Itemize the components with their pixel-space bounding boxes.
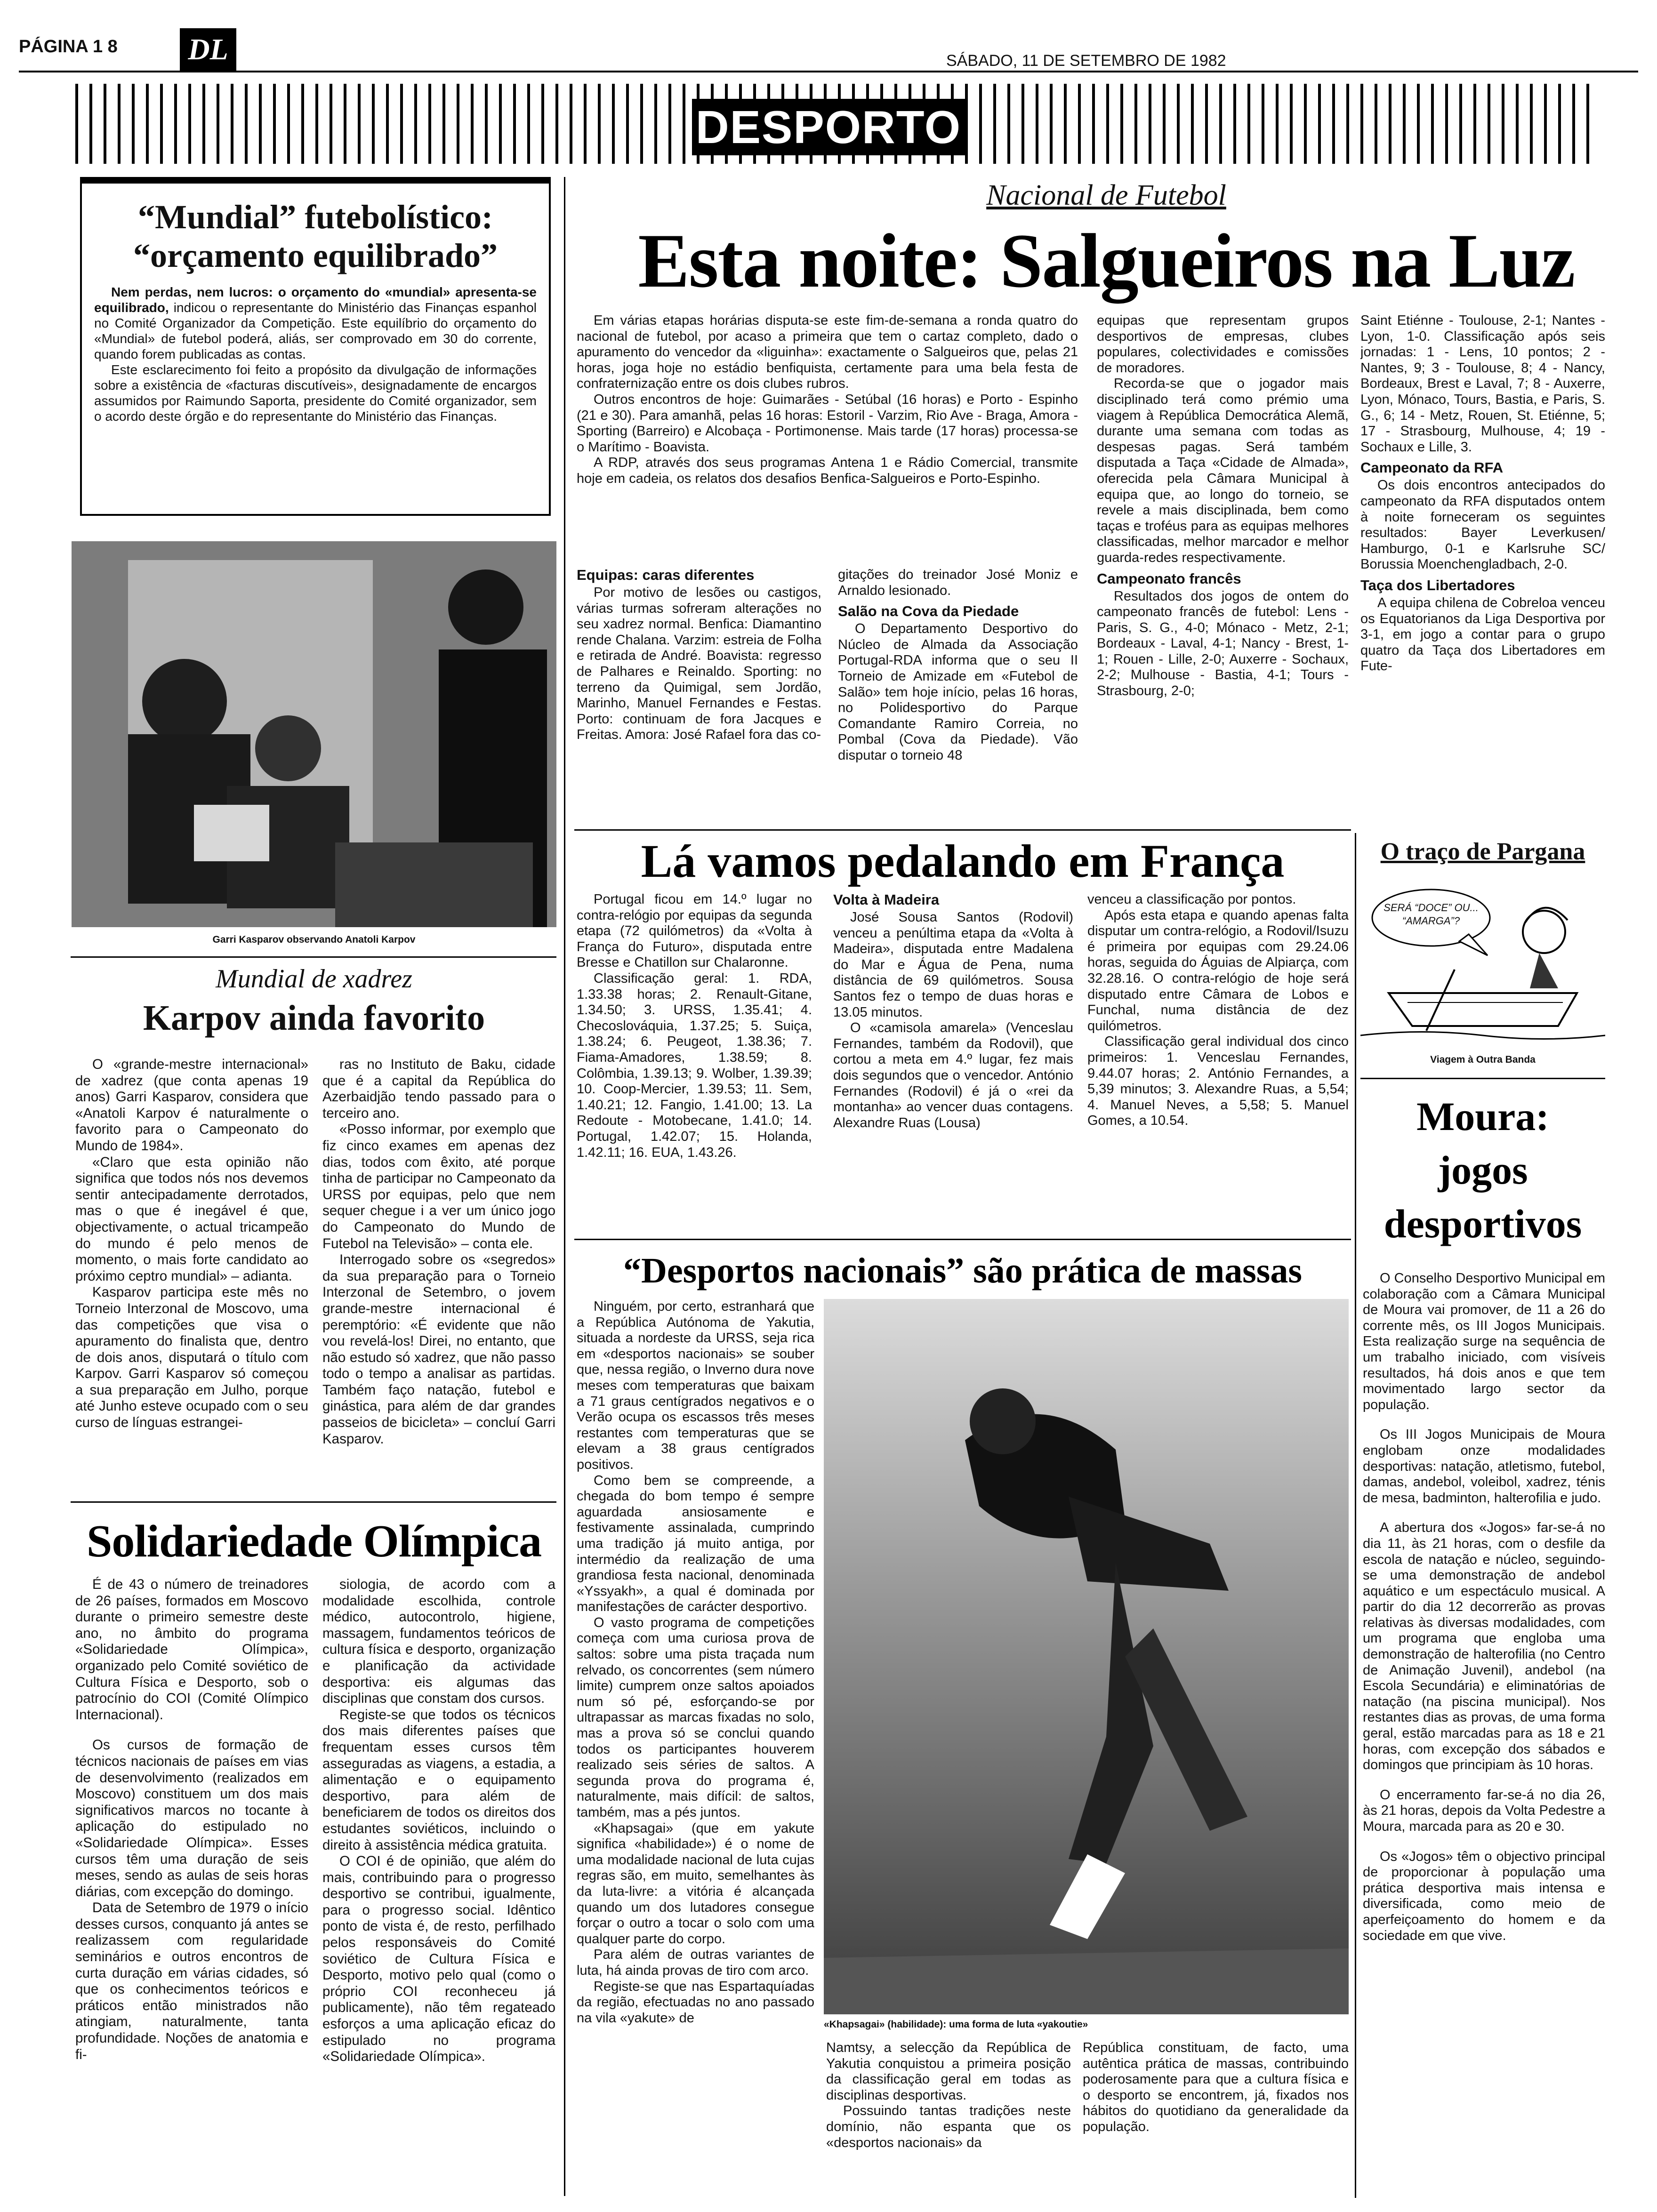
- futebol-paragraph: A RDP, através dos seus programas Antena 1 e Rádio Comercial, transmite hoje em cadeia, os relatos dos desafios Benfica-Salgueiros e Porto-Espinho.: [577, 455, 1078, 486]
- desportos-paragraph: O vasto programa de competições começa com uma curiosa prova de saltos: sobre uma pista traçada num relvado, os concorrentes (sem número limite) cumprem onze saltos apoiados num só pé, esforçando-se por ultrapassar as marcas fixadas no solo, mas a prova só se conclui quando todos os participantes houverem realizado seis séries de saltos. A segunda prova do programa é, naturalmente, mais difícil: de saltos, também, mas a pés juntos.: [577, 1615, 814, 1820]
- desportos-paragraph: «Khapsagai» (que em yakute significa «habilidade») é o nome de uma modalidade nacional de luta cujas regras são, em muito, semelhantes às da luta-livre: a vitória é alcançada quando um dos lutadores consegue forçar o outro a tocar o solo com uma qualquer parte do corpo.: [577, 1820, 814, 1947]
- ciclismo-column-1: [577, 892, 812, 1235]
- xadrez-kicker: Mundial de xadrez: [216, 964, 412, 994]
- logo-text: DL: [188, 32, 228, 66]
- futebol-equipas: [577, 562, 821, 826]
- olimpica-title: Solidariedade Olímpica: [86, 1516, 542, 1567]
- xadrez-paragraph: «Posso informar, por exemplo que fiz cinco exames em apenas dez dias, todos com êxito, até porque tinha de participar no Campeonato da URSS por equipas, pelo que nem sequer chegue i a ver um único jogo do Campeonato do Mundo de Futebol na Televisão» – conta ele.: [322, 1122, 555, 1251]
- page-number-label: [19, 37, 179, 60]
- ciclismo-paragraph: venceu a classificação por pontos.: [1087, 892, 1296, 907]
- page-number: 1 8: [92, 37, 118, 56]
- wrestling-photo-caption: «Khapsagai» (habilidade): uma forma de luta «yakoutie»: [824, 2019, 1088, 2030]
- futebol-column-3: [1097, 313, 1349, 826]
- futebol-paragraph: Recorda-se que o jogador mais disciplinado terá como prémio uma viagem à República Democrática Alemã, durante uma semana com todas as despesas pagas. Será também disputada a Taça «Cidade de Almada», oferecida pela Câmara Municipal à equipa que, ao longo do torneio, se revele a mais disciplinada, bem como taças e troféus para as equipas melhores classificadas, melhor marcador e melhor guarda-redes respectivamente.: [1097, 376, 1349, 565]
- ciclismo-paragraph: Portugal ficou em 14.º lugar no contra-relógio por equipas da segunda etapa (72 quilómetros) da «Volta à França do Futuro», disputada entre Bresse e Chatillon sur Chalaronne.: [577, 892, 812, 970]
- moura-paragraph: O encerramento far-se-á no dia 26, às 21 horas, depois da Volta Pedestre a Moura, marcada para as 20 e 30.: [1363, 1787, 1605, 1834]
- futebol-paragraph: equipas que representam grupos desportivos de empresas, clubes populares, colectividades e comissões de moradores.: [1097, 313, 1349, 376]
- futebol-title: Esta noite: Salgueiros na Luz: [638, 218, 1575, 304]
- frances-subhead: Campeonato francês: [1097, 570, 1241, 587]
- salao-text: O Departamento Desportivo do Núcleo de Almada da Associação Portugal-RDA informa que o seu II Torneio de Amizade em «Futebol de Salão» tem hoje início, pelas 16 horas, no Polidesportivo do Parque Comandante Ramiro Correia, no Pombal (Cova da Piedade). Vão disputar o torneio 48: [838, 621, 1078, 763]
- olimpica-column-1: [75, 1577, 308, 2198]
- pargana-cartoon: [1360, 875, 1605, 1050]
- xadrez-title: Karpov ainda favorito: [143, 998, 485, 1038]
- pargana-caption: Viagem à Outra Banda: [1430, 1054, 1536, 1065]
- futebol-column-4: [1360, 313, 1605, 826]
- futebol-paragraph: Em várias etapas horárias disputa-se este fim-de-semana a ronda quatro do nacional de futebol, por acaso a primeira que tem o cartaz completo, dado o apuramento do vencedor da «liguinha»: exactamente o Salgueiros que, pelas 21 horas, joga hoje no estádio benfiquista, certamente para uma bela festa de confraternização entre os dois clubes rubros.: [577, 313, 1078, 392]
- column-rule: [564, 177, 565, 2196]
- chess-players-illustration: [72, 541, 556, 927]
- mundial-title: “Mundial” futebolístico: “orçamento equilibrado”: [133, 198, 498, 274]
- moura-paragraph: Os III Jogos Municipais de Moura englobam onze modalidades desportivas: natação, atletismo, futebol, damas, andebol, voleibol, xadrez, ténis de mesa, badminton, halterofilia e judo.: [1363, 1427, 1605, 1506]
- wrestling-photo: [824, 1299, 1349, 2014]
- olimpica-column-2: [322, 1577, 555, 2198]
- moura-title: [1360, 1090, 1605, 1259]
- moura-title-line: Moura:: [1416, 1094, 1549, 1139]
- issue-date: SÁBADO, 11 DE SETEMBRO DE 1982: [946, 52, 1226, 70]
- chess-photo: [72, 541, 556, 927]
- ciclismo-title: Lá vamos pedalando em França: [641, 835, 1285, 887]
- mundial-paragraph: Este esclarecimento foi feito a propósito da divulgação de informações sobre a existência de «facturas discutíveis», designadamente de encargos assumidos por Raimundo Saporta, presidente do Comité organizador, sem o acordo deste órgão e do representante do Ministério das Finanças.: [94, 362, 537, 424]
- section-banner: DESPORTO: [692, 99, 965, 155]
- equipas-text: Por motivo de lesões ou castigos, várias turmas sofreram alterações no seu xadrez normal. Benfica: Diamantino rende Chalana. Varzim: estreia de Folha e retirada de André. Boavista: regresso de Palhares e Reinaldo. Sporting: no terreno da Quimigal, sem Jordão, Marinho, Manuel Fernandes e Festas. Porto: continuam de fora Jacques e Freitas. Amora: José Rafael fora das co-: [577, 585, 821, 743]
- mundial-box: [80, 177, 551, 516]
- moura-title-line: jogos: [1438, 1147, 1528, 1193]
- moura-paragraph: A abertura dos «Jogos» far-se-á no dia 11, às 21 horas, com o desfile da escola de natação e núcleo, seguindo-se uma demonstração de andebol aquático e um espectáculo musical. A partir do dia 12 decorrerão as provas relativas às diversas modalidades, com um programa que engloba uma demonstração de halterofilia (no Centro de Animação Juvenil), andebol (na Escola Secundária) e eliminatórias de natação (na piscina municipal). Nos restantes dias as provas, de uma forma geral, estão marcadas para as 18 e 21 horas, com excepção dos sábados e domingos que principiam às 10 horas.: [1363, 1520, 1605, 1773]
- olimpica-paragraph: siologia, de acordo com a modalidade escolhida, controle médico, autocontrolo, higiene, massagem, fundamentos teóricos de cultura física e desporto, organização e planificação da actividade desportiva: eis algumas das disciplinas que constam dos cursos.: [322, 1577, 555, 1707]
- rfa-subhead: Campeonato da RFA: [1360, 459, 1504, 476]
- equipas-subhead: Equipas: caras diferentes: [577, 567, 755, 583]
- desportos-paragraph: Registe-se que nas Espartaquíadas da região, efectuadas no ano passado na vila «yakute» de: [577, 1979, 814, 2026]
- taca-text: A equipa chilena de Cobreloa venceu os Equatorianos da Liga Desportiva por 3-1, em jogo a contar para o grupo quatro da Taça dos Libertadores em Fute-: [1360, 595, 1605, 674]
- page-label: PÁGINA: [19, 37, 88, 56]
- ciclismo-paragraph: Classificação geral: 1. RDA, 1.33.38 horas; 2. Renault-Gitane, 1.34.50; 3. URSS, 1.35.41; 4. Checoslováquia, 1.37.25; 5. Suiça, 1.38.24; 6. Peugeot, 1.38.36; 7. Fiama-Amadores, 1.38.59; 8. Colômbia, 1.39.13; 9. Wolber, 1.39.39; 10. Coop-Mercier, 1.39.53; 11. Sem, 1.40.21; 12. Fangio, 1.41.00; 13. La Redoute - Motobecane, 1.41.0; 14. Portugal, 1.42.07; 15. Holanda, 1.42.11; 16. EUA, 1.43.26.: [577, 970, 812, 1160]
- desportos-column-2: [826, 2040, 1071, 2196]
- xadrez-paragraph: ras no Instituto de Baku, cidade que é a capital da República do Azerbaidjão tendo passado para o terceiro ano.: [322, 1057, 555, 1121]
- cartoon-bubble-text: SERÁ “DOCE” OU... “AMARGA”?: [1384, 902, 1479, 927]
- moura-body: [1363, 1271, 1605, 2193]
- futebol-intro: [577, 313, 1078, 558]
- xadrez-paragraph: O «grande-mestre internacional» de xadrez (que conta apenas 19 anos) Garri Kasparov, considera que «Anatoli Karpov é naturalmente o favorito para o Campeonato do Mundo de 1984».: [75, 1057, 308, 1154]
- frances-text: Resultados dos jogos de ontem do campeonato francês de futebol: Lens - Paris, S. G., 4-0; Mónaco - Metz, 2-1; Bordeaux - Laval, 4-1; Nancy - Brest, 1-1; Rouen - Lille, 2-0; Auxerre - Sochaux, 2-2; Mulhouse - Bastia, 4-1; Tours - Strasbourg, 2-0;: [1097, 588, 1349, 699]
- desportos-title: “Desportos nacionais” são prática de massas: [623, 1251, 1302, 1290]
- futebol-paragraph: Saint Etiénne - Toulouse, 2-1; Nantes - Lyon, 1-0. Classificação após seis jornadas: 1 - Lens, 10 pontos; 2 - Nantes, 9; 3 - Toulouse, 8; 4 - Nancy, Bordeaux, Brest e Laval, 7; 8 - Auxerre, Lyon, Mónaco, Tours, Bastia, e Paris, S. G., 6; 14 - Metz, Rouen, St. Etiénne, 5; 17 - Strasbourg, Mulhouse, 4; 19 - Sochaux e Lille, 3.: [1360, 313, 1605, 455]
- salao-lead: gitações do treinador José Moniz e Arnaldo lesionado.: [838, 567, 1078, 598]
- ciclismo-paragraph: José Sousa Santos (Rodovil) venceu a penúltima etapa da «Volta à Madeira», disputada entre Madalena do Mar e Água de Pena, numa distância de 69 quilómetros. Sousa Santos fez o tempo de duas horas e 13.05 minutos.: [833, 910, 1073, 1020]
- moura-paragraph: O Conselho Desportivo Municipal em colaboração com a Câmara Municipal de Moura vai promover, de 11 a 26 do corrente mês, os III Jogos Municipais. Esta realização surge na sequência de um trabalho iniciado, com visíveis resultados, há dois anos e que tem movimentado largo sector da população.: [1363, 1271, 1605, 1412]
- chess-photo-caption: Garri Kasparov observando Anatoli Karpov: [212, 934, 416, 945]
- desportos-paragraph: Namtsy, a selecção da República de Yakutia conquistou a primeira posição da classificação geral em todas as disciplinas desportivas.: [826, 2040, 1071, 2103]
- ciclismo-paragraph: Após esta etapa e quando apenas falta disputar um contra-relógio, a Rodovil/Isuzu é primeira por equipas com 29.24.06 horas, seguida do Águias de Alpiarça, com 32.28.16. O contra-relógio de hoje será disputado entre Câmara de Lobos e Funchal, numa distância de dez quilómetros.: [1087, 907, 1349, 1034]
- ciclismo-column-2: [833, 892, 1073, 1235]
- moura-title-line: desportivos: [1384, 1201, 1582, 1246]
- olimpica-paragraph: Os cursos de formação de técnicos nacionais de países em vias de desenvolvimento (realizados em Moscovo) constituem um dos mais significativos marcos no tocante à aplicação do estipulado no «Solidariedade Olímpica». Esses cursos têm uma duração de seis meses, sendo as aulas de seis horas diárias, com excepção do domingo.: [75, 1737, 308, 1899]
- pargana-title: O traço de Pargana: [1380, 838, 1585, 865]
- rfa-text: Os dois encontros antecipados do campeonato da RFA disputados ontem à noite forneceram os seguintes resultados: Bayer Leverkusen/ Hamburgo, 0-1 e Karlsruhe SC/ Borussia Moenchengladbach, 2-0.: [1360, 478, 1605, 572]
- xadrez-paragraph: Interrogado sobre os «segredos» da sua preparação para o Torneio Interzonal de Setembro, o jovem grande-mestre internacional é peremptório: «É evidente que não vou revelá-los! Direi, no entanto, que não estudo só xadrez, que não passo todo o tempo a analisar as partidas. Também faço natação, futebol e ginástica, para além de dar grandes passeios de bicicleta» – concluí Garri Kasparov.: [322, 1252, 555, 1447]
- futebol-paragraph: Outros encontros de hoje: Guimarães - Setúbal (16 horas) e Porto - Espinho (21 e 30). Para amanhã, pelas 16 horas: Estoril - Varzim, Rio Ave - Braga, Amora - Sporting (Barreiro) e Alcobaça - Portimonense. Mais tarde (17 horas) processa-se o Marítimo - Boavista.: [577, 392, 1078, 455]
- xadrez-column-2: [322, 1057, 555, 1490]
- divider: [71, 1501, 556, 1503]
- wrestlers-illustration: [824, 1299, 1349, 2014]
- xadrez-column-1: [75, 1057, 308, 1490]
- desportos-paragraph: Para além de outras variantes de luta, há ainda provas de tiro com arco.: [577, 1947, 814, 1978]
- moura-paragraph: Os «Jogos» têm o objectivo principal de proporcionar à população uma prática desportiva mais intensa e diversificada, como meio de aperfeiçoamento do homem e da sociedade em que vive.: [1363, 1849, 1605, 1943]
- olimpica-paragraph: Registe-se que todos os técnicos dos mais diferentes países que frequentam esses cursos têm asseguradas as viagens, a estadia, a alimentação e o equipamento desportivo, para além de beneficiarem de todos os direitos dos estudantes soviéticos, incluindo o direito à assistência médica gratuita.: [322, 1707, 555, 1853]
- futebol-kicker: Nacional de Futebol: [986, 179, 1226, 211]
- ciclismo-column-3: [1087, 892, 1349, 1235]
- column-rule: [1355, 833, 1356, 2198]
- futebol-salao: [838, 567, 1078, 826]
- madeira-subhead: Volta à Madeira: [833, 892, 940, 908]
- masthead-logo: [180, 28, 236, 71]
- desportos-paragraph: Ninguém, por certo, estranhará que a República Autónoma de Yakutia, situada a nordeste da URSS, seja rica em «desportos nacionais» se souber que, nessa região, o Inverno dura nove meses com temperaturas que baixam a 71 graus centígrados negativos e o Verão ocupa os escassos três meses restantes com temperaturas que se elevam a 38 graus centígrados positivos.: [577, 1299, 814, 1472]
- divider: [1360, 1078, 1605, 1079]
- ciclismo-paragraph: Classificação geral individual dos cinco primeiros: 1. Venceslau Fernandes, 9.44.07 horas; 2. António Fernandes, a 5,39 minutos; 3. Alexandre Ruas, a 5,54; 4. Manuel Neves, a 5,58; 5. Manuel Gomes, a 10.54.: [1087, 1034, 1349, 1129]
- mundial-lead: Nem perdas, nem lucros: o orçamento do «mundial» apresenta-se equilibrado, indicou o representante do Ministério das Finanças espanhol no Comité Organizador da Competição. Este equilíbrio do orçamento do «Mundial» de futebol poderá, aliás, ser comprovado em 30 do corrente, quando forem publicadas as contas.: [94, 285, 537, 361]
- ciclismo-paragraph: O «camisola amarela» (Venceslau Fernandes, também da Rodovil), que cortou a meta em 4.º lugar, fez mais dois segundos que o vencedor. António Fernandes (Rodovil) é já o «rei da montanha» ao vencer duas contagens. Alexandre Ruas (Lousa): [833, 1020, 1073, 1130]
- divider: [574, 829, 1351, 831]
- desportos-column-1: [577, 1299, 814, 2198]
- olimpica-paragraph: Data de Setembro de 1979 o início desses cursos, conquanto já antes se realizassem com regularidade seminários e outros encontros de curta duração em várias cidades, só que os conhecimentos teóricos e práticos então ministrados não atingiam, naturalmente, tanta profundidade. Noções de anatomia e fi-: [75, 1900, 308, 2062]
- salao-subhead: Salão na Cova da Piedade: [838, 603, 1019, 620]
- desportos-column-3: [1083, 2040, 1349, 2196]
- taca-subhead: Taça dos Libertadores: [1360, 577, 1515, 593]
- olimpica-paragraph: O COI é de opinião, que além do mais, contribuindo para o progresso desportivo se contribui, igualmente, para o progresso social. Idêntico ponto de vista é, de resto, perfilhado pelos responsáveis do Comité soviético de Cultura Física e Desporto, motivo pelo qual (como o próprio COI reconheceu já publicamente), não têm regateado esforços a uma aplicação eficaz do estipulado no programa «Solidariedade Olímpica».: [322, 1853, 555, 2065]
- divider: [71, 956, 556, 958]
- xadrez-paragraph: Kasparov participa este mês no Torneio Interzonal de Moscovo, uma das competições que visa o apuramento do finalista que, dentro de dois anos, disputará o título com Karpov. Garri Kasparov só começou a sua preparação em Julho, porque até Junho esteve ocupado com o seu curso de línguas estrangei-: [75, 1284, 308, 1431]
- desportos-paragraph: República constituam, de facto, uma autêntica prática de massas, contribuindo poderosamente para que a cultura física e o desporto se encontrem, já, fixados nos hábitos do quotidiano da generalidade da população.: [1083, 2040, 1349, 2134]
- header-rule: [19, 71, 1638, 72]
- xadrez-paragraph: «Claro que esta opinião não significa que todos nós nos devemos sentir antecipadamente derrotados, mas o que é inegável é que, objectivamente, o actual tricampeão do mundo é pelo menos de momento, o mais forte candidato ao próximo ceptro mundial» – adianta.: [75, 1154, 308, 1284]
- divider: [574, 1239, 1351, 1240]
- desportos-paragraph: Possuindo tantas tradições neste domínio, não espanta que os «desportos nacionais» da: [826, 2103, 1071, 2150]
- olimpica-paragraph: É de 43 o número de treinadores de 26 países, formados em Moscovo durante o primeiro semestre deste ano, no âmbito do programa «Solidariedade Olímpica», organizado pelo Comité soviético de Cultura Física e Desporto, sob o patrocínio do COI (Comité Olímpico Internacional).: [75, 1577, 308, 1723]
- desportos-paragraph: Como bem se compreende, a chegada do bom tempo é sempre aguardada ansiosamente e festivamente assinalada, cumprindo uma tradição já muito antiga, por intermédio da realização de uma grandiosa festa nacional, denominada «Yssyakh», a qual é dominada por manifestações de carácter desportivo.: [577, 1473, 814, 1615]
